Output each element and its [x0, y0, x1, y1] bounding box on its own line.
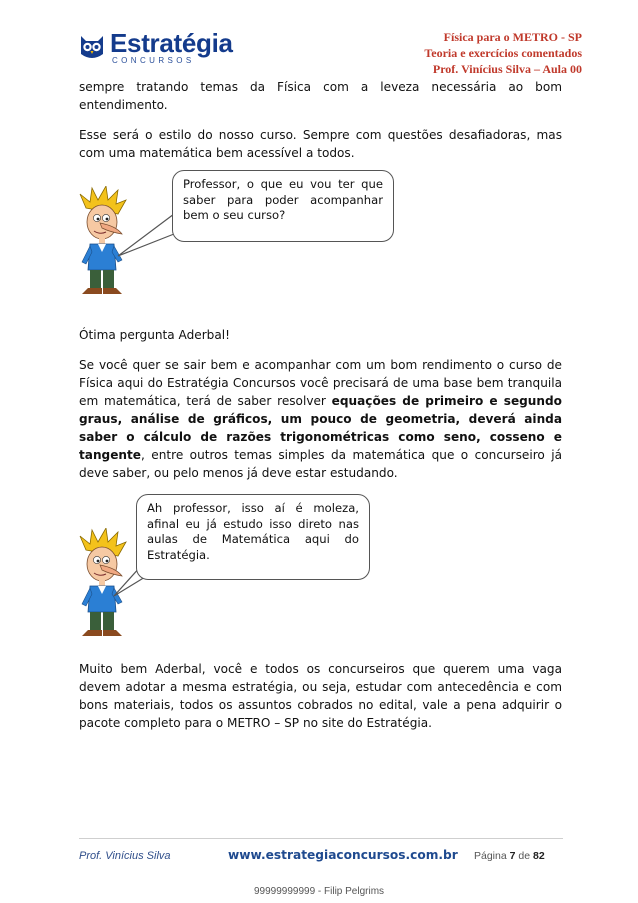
speech-bubble-question [172, 170, 394, 242]
speech-bubble-tail [116, 210, 176, 260]
speech-bubble-answer [136, 494, 370, 580]
footer-owner-watermark: 99999999999 - Filip Pelgrims [253, 886, 385, 897]
header-lesson: Prof. Vinícius Silva – Aula 00 [432, 62, 582, 76]
paragraph-4: Se você quer se sair bem e acompanhar com um bom rendimento o curso de Física aqui do Estratégia Concursos você precisará de uma base bem tranquila em matemática, terá de saber resolver equações de primeiro e segundo graus, análise de gráficos, um pouco de geometria, deverá ainda saber o cálculo de razões trigonométricas como seno, cosseno e tangente, entre outros temas simples da matemática que o concurseiro já deve saber, ou pelo menos já deve estar estudando. [79, 358, 562, 480]
header-course-subtitle: Teoria e exercícios comentados [424, 46, 582, 60]
paragraph-2: Esse será o estilo do nosso curso. Sempre com questões desafiadoras, mas com uma matemática bem acessível a todos. [79, 128, 562, 160]
footer-page-number: Página 7 de 82 [474, 850, 545, 862]
owl-logo-icon [79, 32, 105, 60]
header-course-title: Física para o METRO - SP [443, 30, 582, 44]
footer-author: Prof. Vinícius Silva [79, 850, 171, 862]
paragraph-3: Ótima pergunta Aderbal! [79, 328, 230, 342]
math-topics-emphasis: equações de primeiro e segundo graus, análise de gráficos, um pouco de geometria, deverá ainda saber o cálculo de razões trigonométricas como seno, cosseno e tangente [79, 394, 562, 462]
speech-bubble-text: Ah professor, isso aí é moleza, afinal eu já estudo isso direto nas aulas de Matemática aqui do Estratégia. [147, 501, 359, 562]
paragraph-5: Muito bem Aderbal, você e todos os concurseiros que querem uma vaga devem adotar a mesma estratégia, ou seja, estudar com antecedência e com bons materiais, todos os assuntos cobrados no edital, vale a pena adquirir o pacote completo para o METRO – SP no site do Estratégia. [79, 662, 562, 730]
footer-divider [79, 838, 563, 839]
speech-bubble-text: Professor, o que eu vou ter que saber para poder acompanhar bem o seu curso? [183, 177, 383, 222]
footer-website-link[interactable]: www.estrategiaconcursos.com.br [228, 848, 458, 862]
paragraph-1: sempre tratando temas da Física com a leveza necessária ao bom entendimento. [79, 80, 562, 112]
logo-name: Estratégia [110, 28, 233, 58]
logo-subtitle: CONCURSOS [112, 56, 195, 65]
